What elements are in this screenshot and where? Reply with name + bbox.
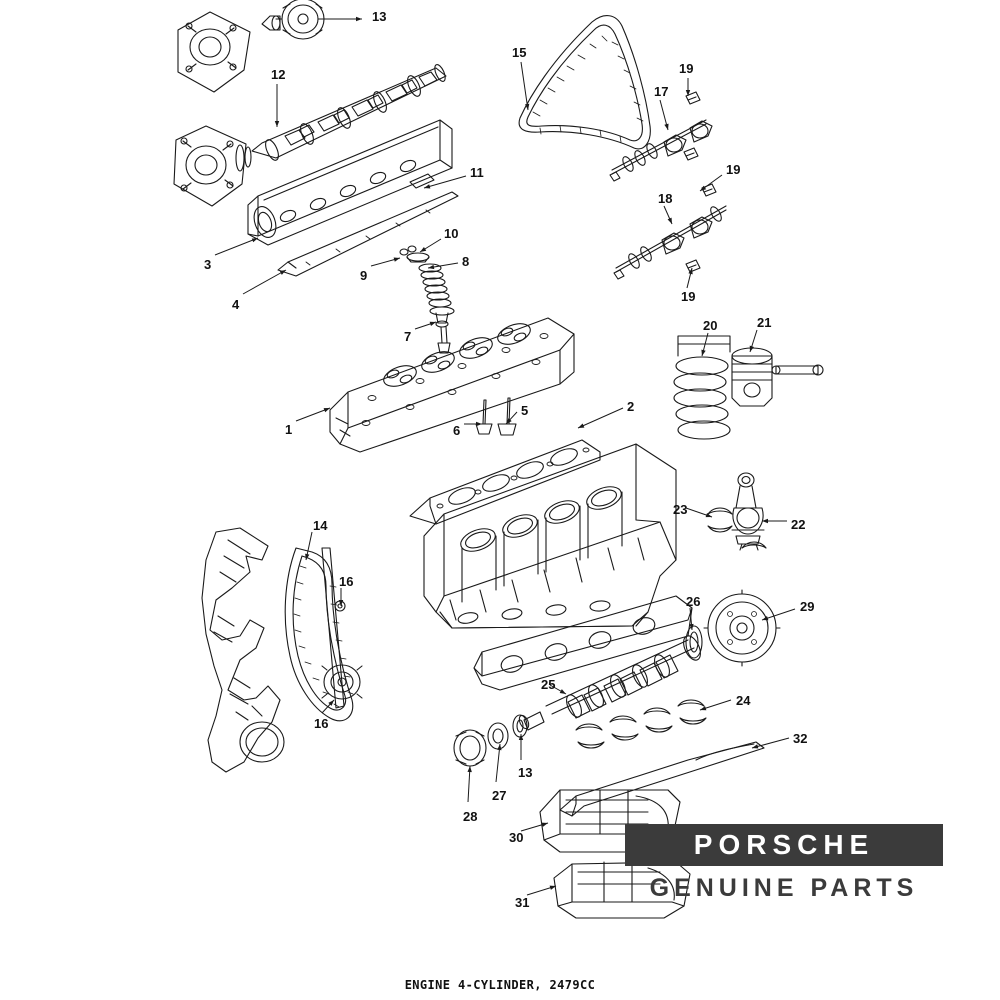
callout-4: 4 (232, 297, 240, 312)
callout-9: 9 (360, 268, 368, 283)
callout-21: 21 (757, 315, 772, 330)
callout-32: 32 (793, 731, 808, 746)
callout-2: 2 (627, 399, 635, 414)
callout-6: 6 (453, 423, 461, 438)
callout-19: 19 (679, 61, 694, 76)
logo-tagline: GENUINE PARTS (649, 874, 919, 902)
callout-11: 11 (470, 165, 484, 180)
logo-bar (625, 824, 943, 866)
callout-15: 15 (512, 45, 527, 60)
callout-14: 14 (313, 518, 328, 533)
callout-23: 23 (673, 502, 688, 517)
porsche-genuine-parts-logo (625, 824, 943, 916)
callout-16: 16 (339, 574, 354, 589)
callout-30: 30 (509, 830, 524, 845)
callout-19: 19 (726, 162, 741, 177)
callout-20: 20 (703, 318, 718, 333)
callout-25: 25 (541, 677, 556, 692)
callout-19: 19 (681, 289, 696, 304)
callout-28: 28 (463, 809, 478, 824)
callout-29: 29 (800, 599, 815, 614)
callout-18: 18 (658, 191, 673, 206)
callout-17: 17 (654, 84, 669, 99)
callout-13: 13 (518, 765, 533, 780)
callout-8: 8 (462, 254, 470, 269)
callout-24: 24 (736, 693, 751, 708)
callout-10: 10 (444, 226, 459, 241)
callout-7: 7 (404, 329, 412, 344)
callout-13: 13 (372, 9, 387, 24)
callout-1: 1 (285, 422, 293, 437)
diagram-caption: ENGINE 4-CYLINDER, 2479CC (404, 978, 596, 992)
callout-3: 3 (204, 257, 212, 272)
callout-5: 5 (521, 403, 529, 418)
callout-26: 26 (686, 594, 701, 609)
logo-brand: PORSCHE (693, 829, 875, 860)
callout-31: 31 (515, 895, 530, 910)
callout-16: 16 (314, 716, 329, 731)
callout-27: 27 (492, 788, 507, 803)
callout-12: 12 (271, 67, 286, 82)
callout-22: 22 (791, 517, 806, 532)
